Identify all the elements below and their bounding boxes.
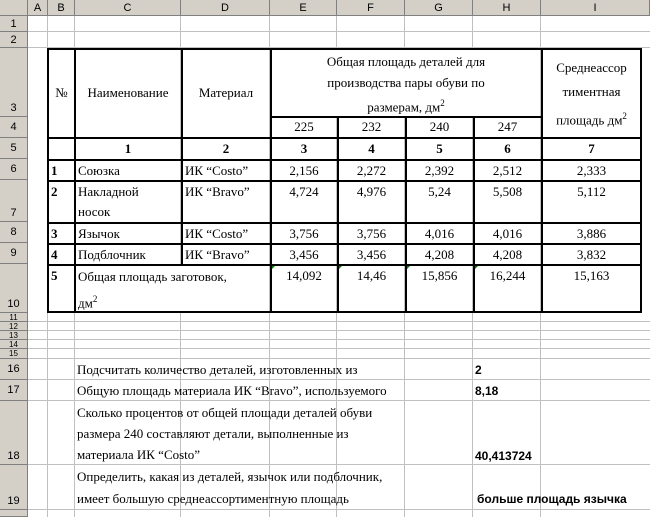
row1-size-240[interactable]: 2,392 (407, 161, 472, 180)
header-area-line3-text: размерам, дм (367, 99, 441, 115)
total-label[interactable] (76, 266, 269, 311)
row2-material[interactable]: ИК “Bravo” (183, 182, 269, 222)
question-19-line2: имеет большую среднеассортиментную площадь (77, 491, 349, 506)
row-header-4[interactable]: 4 (0, 117, 28, 138)
table-border (47, 159, 642, 161)
column-header-i[interactable]: I (541, 0, 650, 16)
header-size-225[interactable]: 225 (272, 118, 336, 136)
row2-size-232[interactable]: 4,976 (339, 182, 404, 222)
row3-number[interactable]: 3 (49, 224, 74, 243)
header-average[interactable] (543, 50, 640, 136)
row-header-13[interactable]: 13 (0, 331, 28, 340)
row-header-20[interactable] (0, 510, 28, 517)
col-number-1[interactable]: 1 (76, 139, 180, 159)
table-border (405, 116, 407, 313)
question-16-text[interactable]: Подсчитать количество деталей, изготовленных из (77, 362, 358, 377)
row1-average[interactable]: 2,333 (543, 161, 640, 180)
table-border (47, 48, 49, 313)
row1-size-232[interactable]: 2,272 (339, 161, 404, 180)
total-label-line2 (78, 288, 269, 311)
row1-number[interactable]: 1 (49, 161, 74, 180)
question-17-text[interactable]: Общую площадь материала ИК “Bravo”, используемого (77, 383, 387, 398)
row-header-11[interactable]: 11 (0, 313, 28, 322)
col-number-4[interactable]: 4 (339, 139, 404, 159)
row-header-2[interactable]: 2 (0, 32, 28, 48)
row3-size-232[interactable]: 3,756 (339, 224, 404, 243)
column-header-d[interactable]: D (181, 0, 270, 16)
gridline (28, 321, 650, 322)
col-number-6[interactable]: 6 (475, 139, 540, 159)
row3-size-240[interactable]: 4,016 (407, 224, 472, 243)
header-average-line3 (543, 104, 640, 132)
row3-name[interactable]: Язычок (76, 224, 180, 243)
select-all-corner[interactable] (0, 0, 28, 16)
gridline (28, 339, 650, 340)
header-average-line2: тиментная (562, 84, 621, 99)
row3-size-247[interactable]: 4,016 (475, 224, 540, 243)
table-border (47, 48, 642, 50)
row-header-19[interactable]: 19 (0, 465, 28, 510)
header-average-sup: 2 (622, 111, 627, 121)
row3-size-225[interactable]: 3,756 (272, 224, 336, 243)
gridline (28, 358, 650, 359)
table-border (337, 116, 339, 313)
row-header-9[interactable]: 9 (0, 243, 28, 264)
table-border (74, 48, 76, 313)
question-19-line1: Определить, какая из деталей, язычок или подблочник, (77, 469, 383, 484)
row-header-7[interactable]: 7 (0, 180, 28, 222)
header-area-line3 (272, 93, 540, 116)
row2-name-line1: Накладной (78, 184, 139, 199)
row1-size-225[interactable]: 2,156 (272, 161, 336, 180)
row-header-15[interactable]: 15 (0, 349, 28, 359)
col-number-5[interactable]: 5 (407, 139, 472, 159)
row2-average[interactable]: 5,112 (543, 182, 640, 222)
header-material[interactable]: Материал (183, 50, 269, 136)
row-header-14[interactable]: 14 (0, 340, 28, 349)
row4-size-225[interactable]: 3,456 (272, 245, 336, 264)
column-header-f[interactable]: F (337, 0, 405, 16)
table-border (47, 222, 642, 224)
row-header-1[interactable]: 1 (0, 16, 28, 32)
row4-size-247[interactable]: 4,208 (475, 245, 540, 264)
row-header-3[interactable]: 3 (0, 48, 28, 117)
header-number[interactable]: № (49, 50, 74, 136)
col-number-2[interactable]: 2 (183, 139, 269, 159)
question-18-text[interactable] (75, 402, 472, 464)
question-18-line3: материала ИК “Costo” (77, 447, 201, 462)
gridline (28, 464, 650, 465)
question-18-line2: размера 240 составляют детали, выполненные из (77, 426, 349, 441)
row-header-18[interactable]: 18 (0, 401, 28, 465)
gridline (28, 348, 650, 349)
header-size-247[interactable]: 247 (475, 118, 540, 136)
header-size-232[interactable]: 232 (339, 118, 404, 136)
row1-name[interactable]: Союзка (76, 161, 180, 180)
row4-size-240[interactable]: 4,208 (407, 245, 472, 264)
table-border (47, 264, 642, 266)
row-header-5[interactable]: 5 (0, 138, 28, 159)
gridline (28, 400, 650, 401)
row2-size-240[interactable]: 5,24 (407, 182, 472, 222)
total-label-line2-text: дм (78, 295, 93, 311)
column-header-a[interactable]: A (28, 0, 48, 16)
question-19-text[interactable] (75, 466, 472, 509)
gridline (28, 330, 650, 331)
column-header-g[interactable]: G (405, 0, 473, 16)
header-area-sup: 2 (440, 98, 445, 108)
col-number-3[interactable]: 3 (272, 139, 336, 159)
question-16-answer[interactable]: 2 (475, 363, 482, 377)
header-area-line2: производства пары обуви по (327, 75, 485, 90)
row3-material[interactable]: ИК “Costo” (183, 224, 269, 243)
question-17-answer[interactable]: 8,18 (475, 384, 499, 398)
column-header-h[interactable]: H (473, 0, 541, 16)
row2-size-247[interactable]: 5,508 (475, 182, 540, 222)
table-border (47, 243, 642, 245)
table-border (181, 48, 183, 264)
header-area-line1: Общая площадь деталей для (326, 54, 486, 69)
row-header-8[interactable]: 8 (0, 222, 28, 243)
total-label-line1: Общая площадь заготовок, (78, 269, 227, 284)
gridline (28, 509, 650, 510)
row1-size-247[interactable]: 2,512 (475, 161, 540, 180)
table-border (270, 48, 272, 313)
table-border (541, 48, 543, 313)
header-area[interactable] (272, 50, 540, 116)
total-size-240[interactable]: 15,856 (407, 266, 472, 311)
table-border (473, 116, 475, 313)
row-header-17[interactable]: 17 (0, 380, 28, 401)
column-header-c[interactable]: C (75, 0, 181, 16)
gridline (28, 379, 650, 380)
row-header-10[interactable]: 10 (0, 264, 28, 313)
col-number-7[interactable]: 7 (543, 139, 640, 159)
question-18-answer[interactable]: 40,413724 (475, 449, 532, 463)
question-19-answer[interactable]: больше площадь язычка (477, 492, 627, 506)
row2-size-225[interactable]: 4,724 (272, 182, 336, 222)
table-border (640, 48, 642, 313)
table-border (47, 180, 642, 182)
row4-average[interactable]: 3,832 (543, 245, 640, 264)
row4-number[interactable]: 4 (49, 245, 74, 264)
total-size-232[interactable]: 14,46 (339, 266, 404, 311)
row2-number[interactable]: 2 (49, 182, 74, 222)
total-label-sup: 2 (92, 294, 98, 304)
total-number[interactable]: 5 (49, 266, 74, 311)
header-average-line3-text: площадь дм (556, 112, 623, 128)
row-header-16[interactable]: 16 (0, 359, 28, 380)
row3-average[interactable]: 3,886 (543, 224, 640, 243)
column-header-b[interactable]: B (48, 0, 75, 16)
header-name[interactable]: Наименование (76, 50, 180, 136)
table-border (47, 137, 642, 139)
row2-name-line2: носок (78, 204, 111, 219)
total-size-225[interactable]: 14,092 (272, 266, 336, 311)
total-size-247[interactable]: 16,244 (475, 266, 540, 311)
header-size-240[interactable]: 240 (407, 118, 472, 136)
row-header-6[interactable]: 6 (0, 159, 28, 180)
row4-material[interactable]: ИК “Bravo” (183, 245, 269, 264)
row4-name[interactable]: Подблочник (76, 245, 180, 264)
column-header-e[interactable]: E (270, 0, 337, 16)
row4-size-232[interactable]: 3,456 (339, 245, 404, 264)
row-header-12[interactable]: 12 (0, 322, 28, 331)
table-border (47, 311, 642, 313)
header-average-line1: Среднеассор (556, 60, 627, 75)
total-average[interactable]: 15,163 (543, 266, 640, 311)
row2-name[interactable] (76, 182, 180, 222)
gridline (28, 31, 650, 32)
row1-material[interactable]: ИК “Costo” (183, 161, 269, 180)
question-18-line1: Сколько процентов от общей площади деталей обуви (77, 405, 373, 420)
